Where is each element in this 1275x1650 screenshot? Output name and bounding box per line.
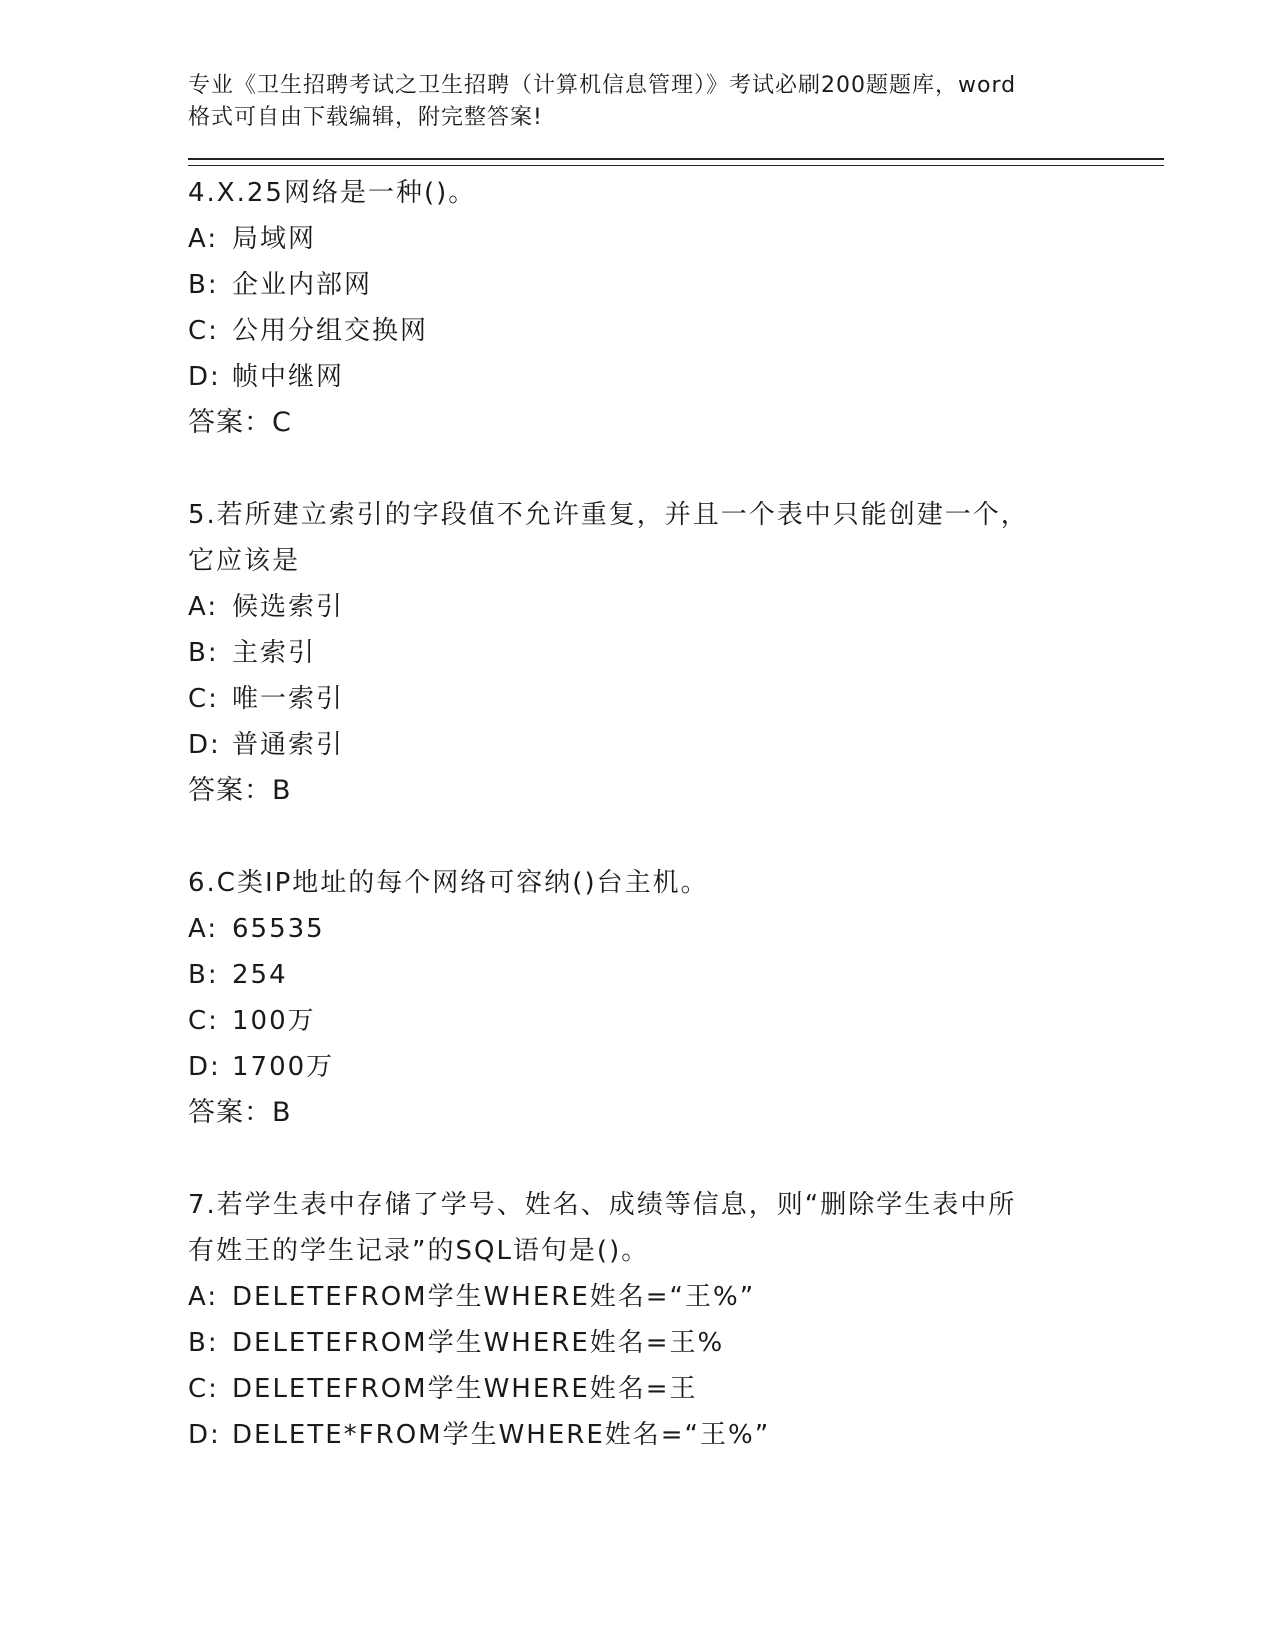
option-text: 254: [232, 960, 288, 990]
option-d: [188, 1044, 1168, 1090]
option-text: DELETEFROM学生WHERE姓名=王: [232, 1374, 698, 1404]
option-a: [188, 906, 1168, 952]
option-c: [188, 998, 1168, 1044]
option-label: B:: [188, 1328, 219, 1358]
option-a: [188, 1274, 1168, 1320]
option-label: A:: [188, 224, 219, 254]
option-text: 100万: [232, 1006, 316, 1036]
option-b: [188, 630, 1168, 676]
answer-line: 答案：C: [188, 407, 292, 438]
option-c: [188, 676, 1168, 722]
spacer: [188, 1136, 1168, 1182]
option-label: B:: [188, 960, 219, 990]
option-b: [188, 1320, 1168, 1366]
document-page: [188, 70, 1168, 1458]
option-b: [188, 952, 1168, 998]
option-b: [188, 262, 1168, 308]
header-line-2: 格式可自由下载编辑，附完整答案!: [188, 105, 543, 130]
option-d: [188, 354, 1168, 400]
option-label: A:: [188, 914, 219, 944]
option-a: [188, 584, 1168, 630]
option-label: C:: [188, 1374, 219, 1404]
question-list: [188, 170, 1168, 1458]
header-line-1: 专业《卫生招聘考试之卫生招聘（计算机信息管理）》考试必刷200题题库，word: [188, 73, 1017, 98]
option-text: DELETEFROM学生WHERE姓名=“王%”: [232, 1282, 756, 1312]
header-divider: [188, 158, 1164, 166]
option-label: D:: [188, 1420, 221, 1450]
option-label: B:: [188, 638, 219, 668]
question-text-continued: 它应该是: [188, 546, 301, 576]
option-label: C:: [188, 316, 219, 346]
question-text: 4.X.25网络是一种()。: [188, 178, 477, 208]
spacer: [188, 446, 1168, 492]
answer-line: 答案：B: [188, 1097, 292, 1128]
option-text: 唯一索引: [232, 684, 345, 714]
option-label: A:: [188, 592, 219, 622]
option-text: 主索引: [232, 638, 317, 668]
question-6: [188, 860, 1168, 1136]
option-text: 65535: [232, 914, 325, 944]
question-text: 6.C类IP地址的每个网络可容纳()台主机。: [188, 868, 709, 898]
option-c: [188, 308, 1168, 354]
question-text: 7.若学生表中存储了学号、姓名、成绩等信息，则“删除学生表中所: [188, 1190, 1017, 1220]
answer-line: 答案：B: [188, 775, 292, 806]
option-text: 1700万: [232, 1052, 335, 1082]
option-label: D:: [188, 1052, 221, 1082]
option-text: 公用分组交换网: [232, 316, 429, 346]
question-5: [188, 492, 1168, 814]
option-a: [188, 216, 1168, 262]
option-text: 帧中继网: [232, 362, 345, 392]
option-text: 普通索引: [232, 730, 345, 760]
question-4: [188, 170, 1168, 446]
spacer: [188, 814, 1168, 860]
question-7: [188, 1182, 1168, 1458]
question-text: 5.若所建立索引的字段值不允许重复，并且一个表中只能创建一个，: [188, 500, 1029, 530]
option-label: A:: [188, 1282, 219, 1312]
option-c: [188, 1366, 1168, 1412]
option-text: 局域网: [232, 224, 317, 254]
option-text: DELETE*FROM学生WHERE姓名=“王%”: [232, 1420, 771, 1450]
option-label: C:: [188, 1006, 219, 1036]
option-d: [188, 1412, 1168, 1458]
option-text: DELETEFROM学生WHERE姓名=王%: [232, 1328, 725, 1358]
option-label: D:: [188, 730, 221, 760]
option-label: D:: [188, 362, 221, 392]
option-d: [188, 722, 1168, 768]
option-label: B:: [188, 270, 219, 300]
option-label: C:: [188, 684, 219, 714]
option-text: 企业内部网: [232, 270, 373, 300]
option-text: 候选索引: [232, 592, 345, 622]
question-text-continued: 有姓王的学生记录”的SQL语句是()。: [188, 1236, 650, 1266]
